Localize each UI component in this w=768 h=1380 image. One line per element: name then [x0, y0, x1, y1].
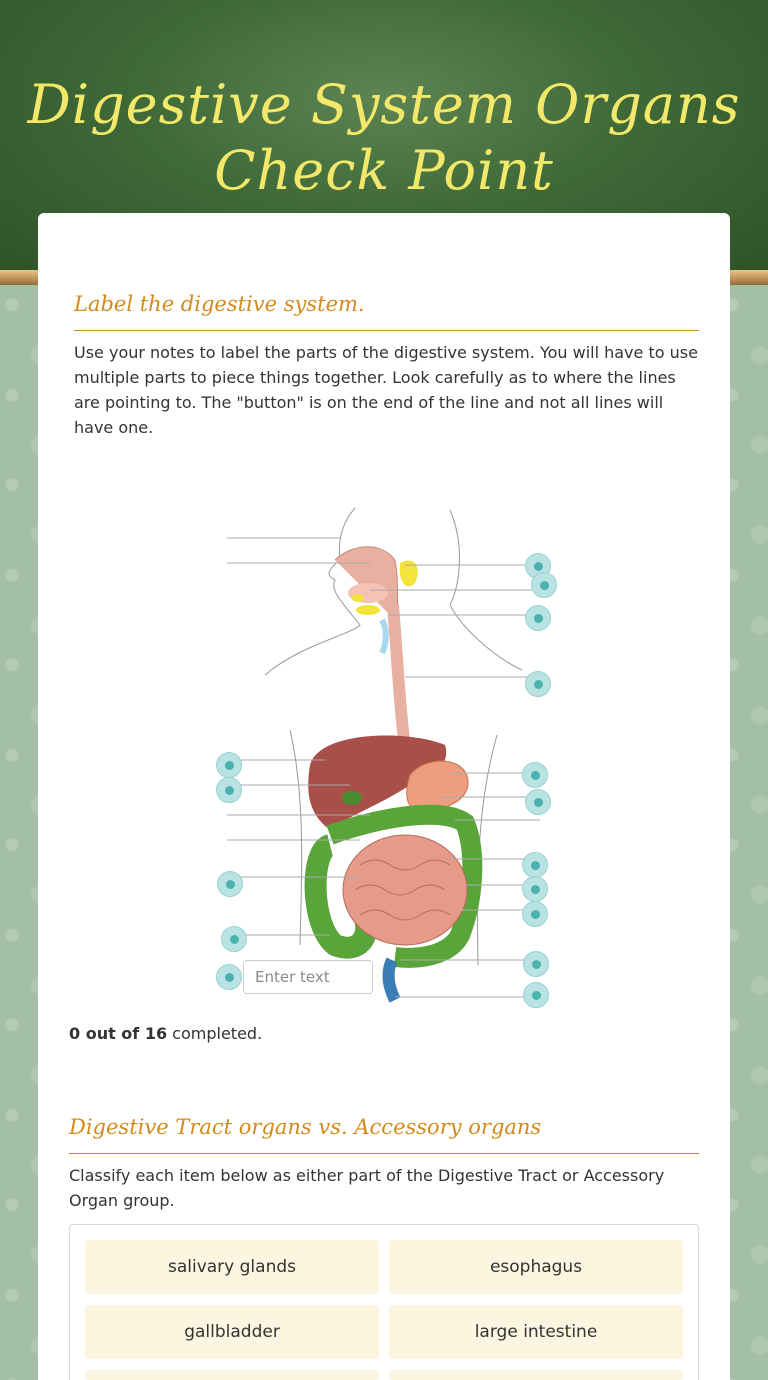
worksheet-title — [0, 72, 768, 204]
label-dot[interactable] — [523, 982, 549, 1008]
label-dot[interactable] — [216, 964, 242, 990]
sort-item[interactable]: gallbladder — [85, 1305, 379, 1359]
completion-status — [69, 1024, 262, 1043]
title-line-1: Digestive System Organs — [27, 73, 741, 136]
digestive-system-diagram — [210, 505, 570, 1015]
label-dot[interactable] — [221, 926, 247, 952]
label-instructions: Use your notes to label the parts of the digestive system. You will have to use multiple parts to piece things together. Look carefully as to where the lines are pointing to. The "button" is on the end of the line and not all lines will have one. — [74, 343, 698, 437]
sort-item[interactable]: large intestine — [389, 1305, 683, 1359]
label-dot[interactable] — [523, 951, 549, 977]
completion-count: 0 out of 16 — [69, 1024, 168, 1043]
label-dot[interactable] — [217, 871, 243, 897]
section-divider — [74, 330, 699, 331]
classify-instructions: Classify each item below as either part of the Digestive Tract or Accessory Organ group. — [69, 1166, 665, 1210]
label-dot[interactable] — [216, 777, 242, 803]
label-dot[interactable] — [525, 605, 551, 631]
label-text-input[interactable] — [243, 960, 373, 994]
sort-item[interactable]: salivary glands — [85, 1240, 379, 1294]
sort-item-partial[interactable] — [85, 1370, 379, 1380]
label-dot[interactable] — [525, 789, 551, 815]
section-heading-label: Label the digestive system. — [74, 292, 365, 316]
label-dot[interactable] — [525, 671, 551, 697]
label-dot[interactable] — [522, 762, 548, 788]
title-line-2: Check Point — [214, 139, 554, 202]
label-dot[interactable] — [531, 572, 557, 598]
label-dot[interactable] — [216, 752, 242, 778]
sort-item[interactable]: esophagus — [389, 1240, 683, 1294]
label-dot[interactable] — [522, 876, 548, 902]
completion-suffix: completed. — [167, 1024, 263, 1043]
sort-item-partial[interactable] — [389, 1370, 683, 1380]
label-dot[interactable] — [522, 852, 548, 878]
label-dot[interactable] — [522, 901, 548, 927]
section-heading-classify: Digestive Tract organs vs. Accessory organs — [69, 1115, 542, 1139]
section-divider — [69, 1153, 699, 1154]
